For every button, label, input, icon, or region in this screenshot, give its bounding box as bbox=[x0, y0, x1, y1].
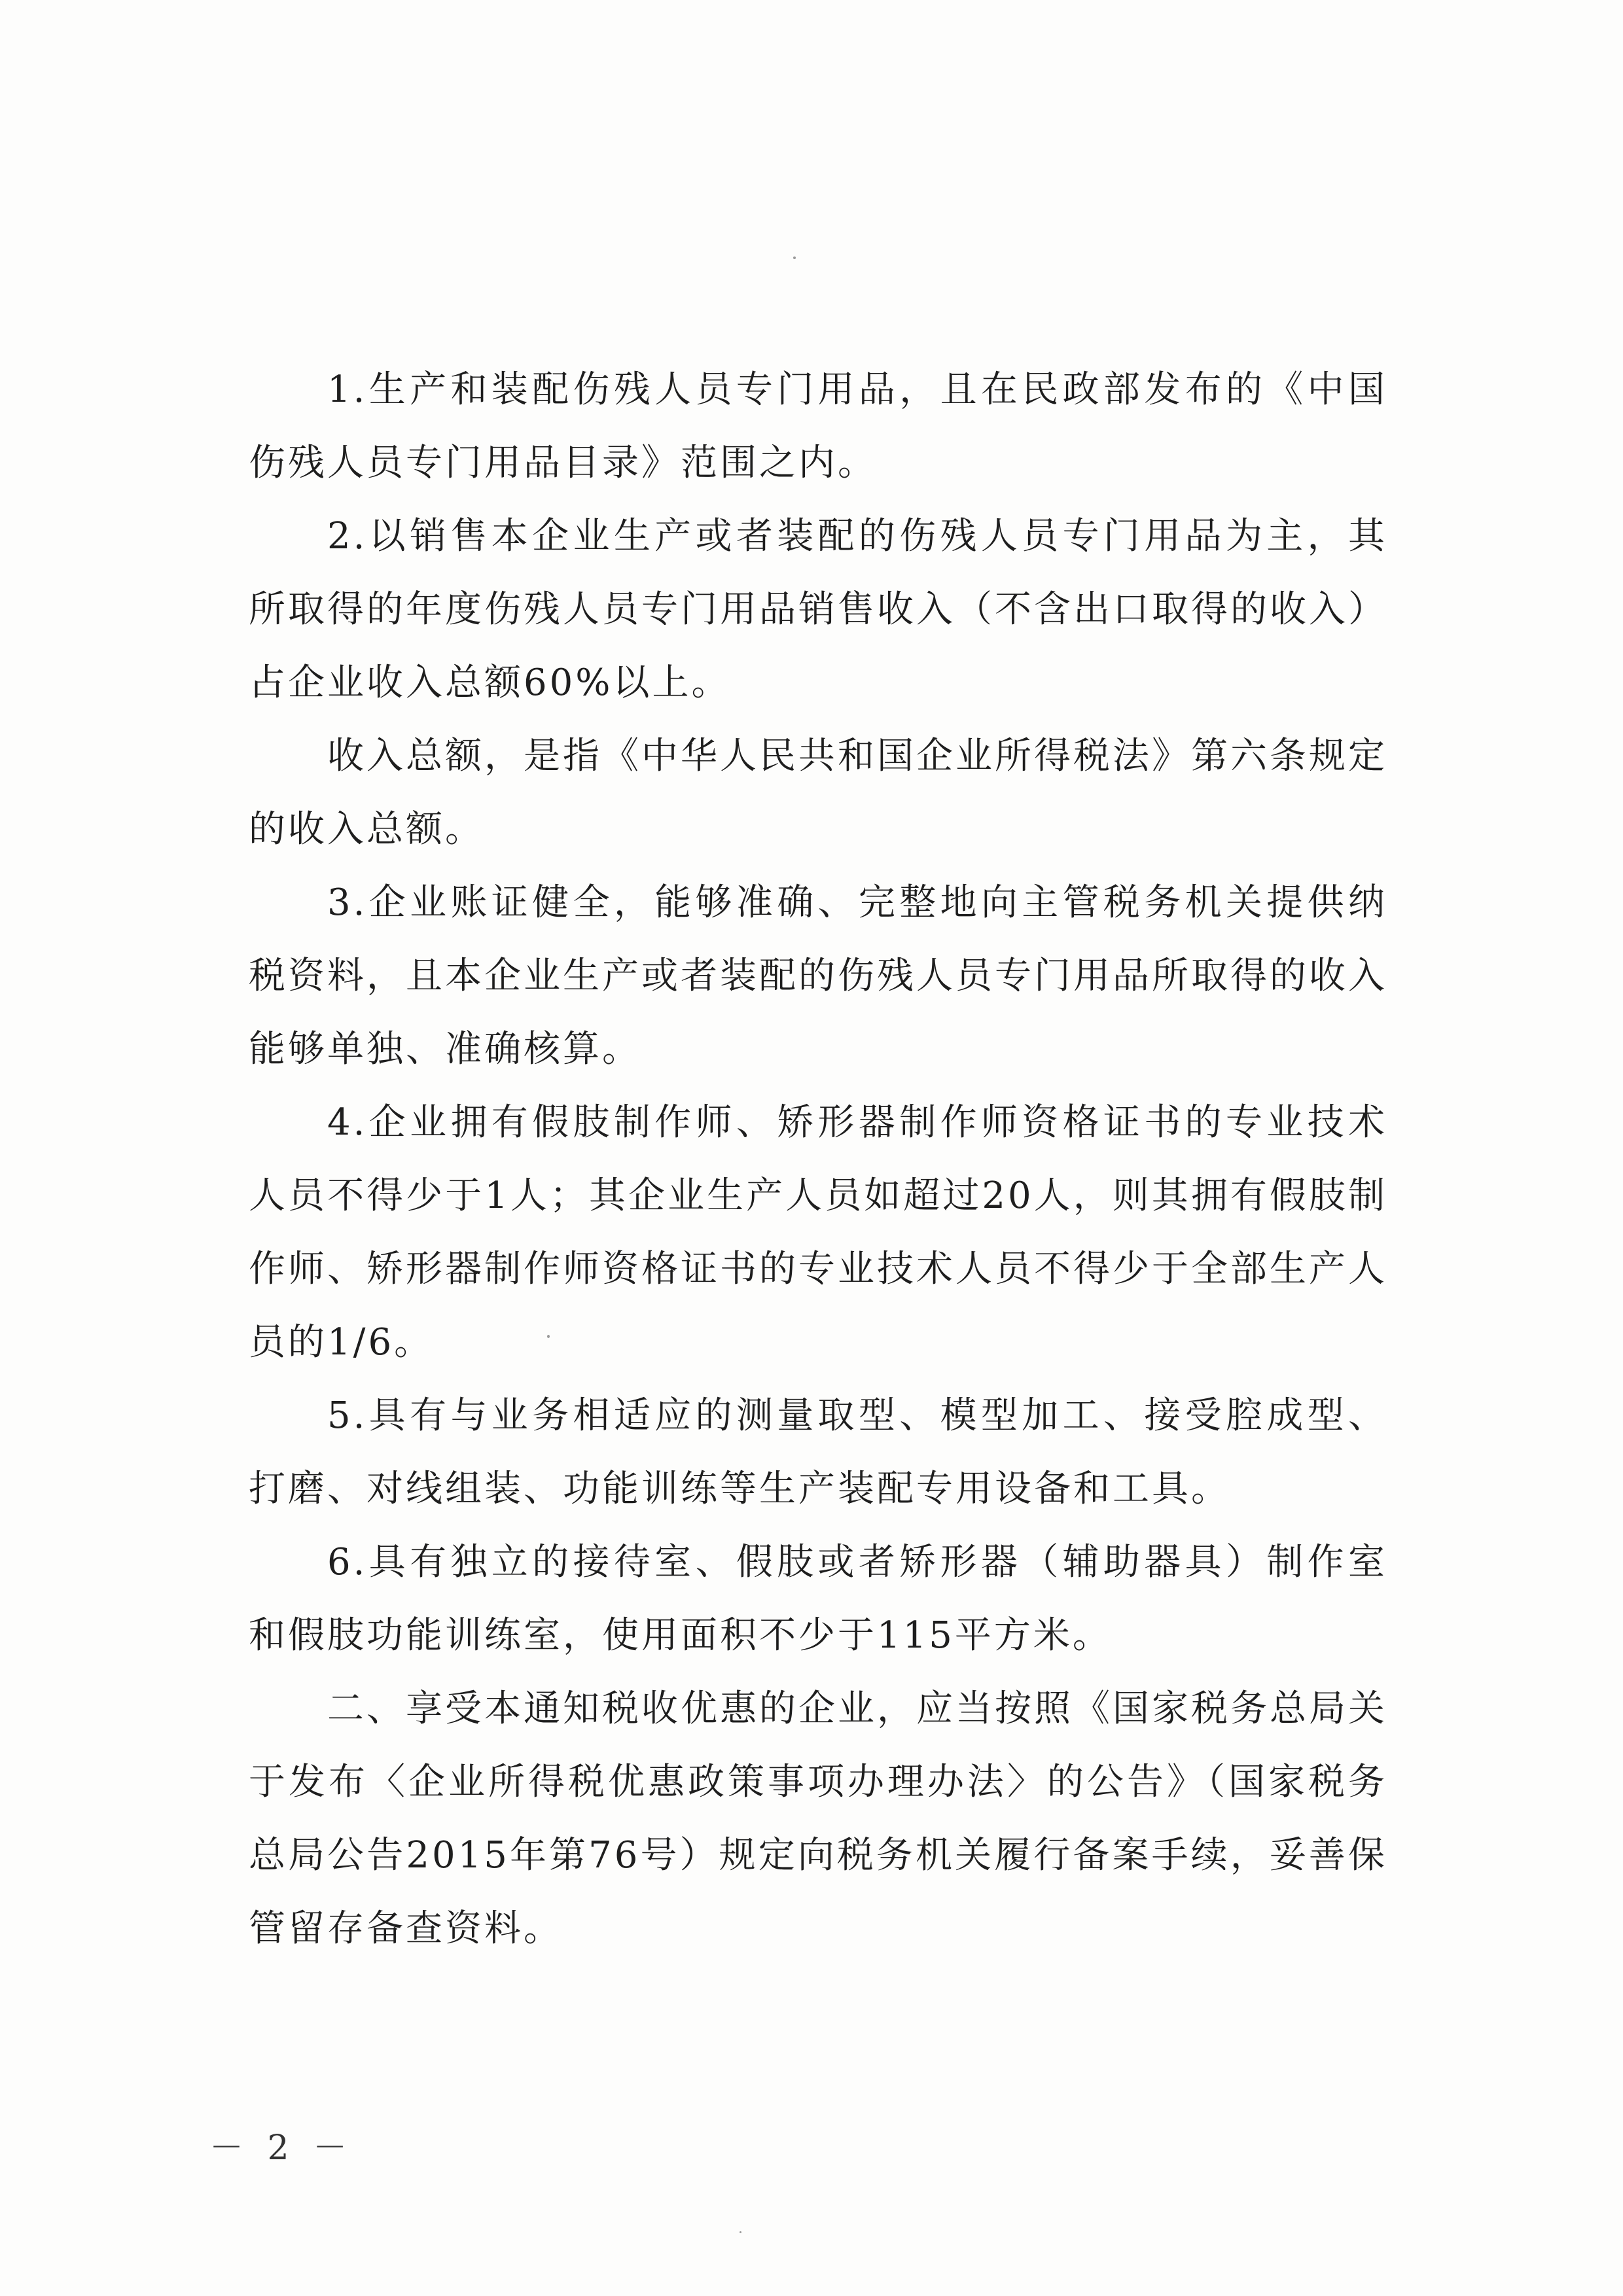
paragraph-item-1: 1.生产和装配伤残人员专门用品，且在民政部发布的《中国伤残人员专门用品目录》范围之内。 bbox=[249, 368, 1387, 484]
paragraph-item-4: 4.企业拥有假肢制作师、矫形器制作师资格证书的专业技术人员不得少于1人；其企业生产人员如超过20人，则其拥有假肢制作师、矫形器制作师资格证书的专业技术人员不得少于全部生产人员的1/6。 bbox=[249, 1101, 1387, 1364]
document-body bbox=[249, 353, 1387, 1966]
paragraph-income-definition: 收入总额，是指《中华人民共和国企业所得税法》第六条规定的收入总额。 bbox=[249, 735, 1387, 851]
paragraph-item-3: 3.企业账证健全，能够准确、完整地向主管税务机关提供纳税资料，且本企业生产或者装配的伤残人员专门用品所取得的收入能够单独、准确核算。 bbox=[249, 881, 1387, 1070]
scan-speck bbox=[793, 256, 796, 259]
paragraph-section-two: 二、享受本通知税收优惠的企业，应当按照《国家税务总局关于发布〈企业所得税优惠政策事项办理办法〉的公告》（国家税务总局公告2015年第76号）规定向税务机关履行备案手续，妥善保管留存备查资料。 bbox=[249, 1687, 1387, 1950]
scan-speck bbox=[740, 2231, 741, 2233]
paragraph-item-6: 6.具有独立的接待室、假肢或者矫形器（辅助器具）制作室和假肢功能训练室，使用面积不少于115平方米。 bbox=[249, 1541, 1387, 1657]
scan-speck bbox=[547, 1335, 550, 1338]
page-number: － 2 － bbox=[209, 2128, 354, 2168]
paragraph-item-2: 2.以销售本企业生产或者装配的伤残人员专门用品为主，其所取得的年度伤残人员专门用品销售收入（不含出口取得的收入）占企业收入总额60%以上。 bbox=[249, 515, 1387, 704]
paragraph-item-5: 5.具有与业务相适应的测量取型、模型加工、接受腔成型、打磨、对线组装、功能训练等生产装配专用设备和工具。 bbox=[249, 1394, 1387, 1510]
